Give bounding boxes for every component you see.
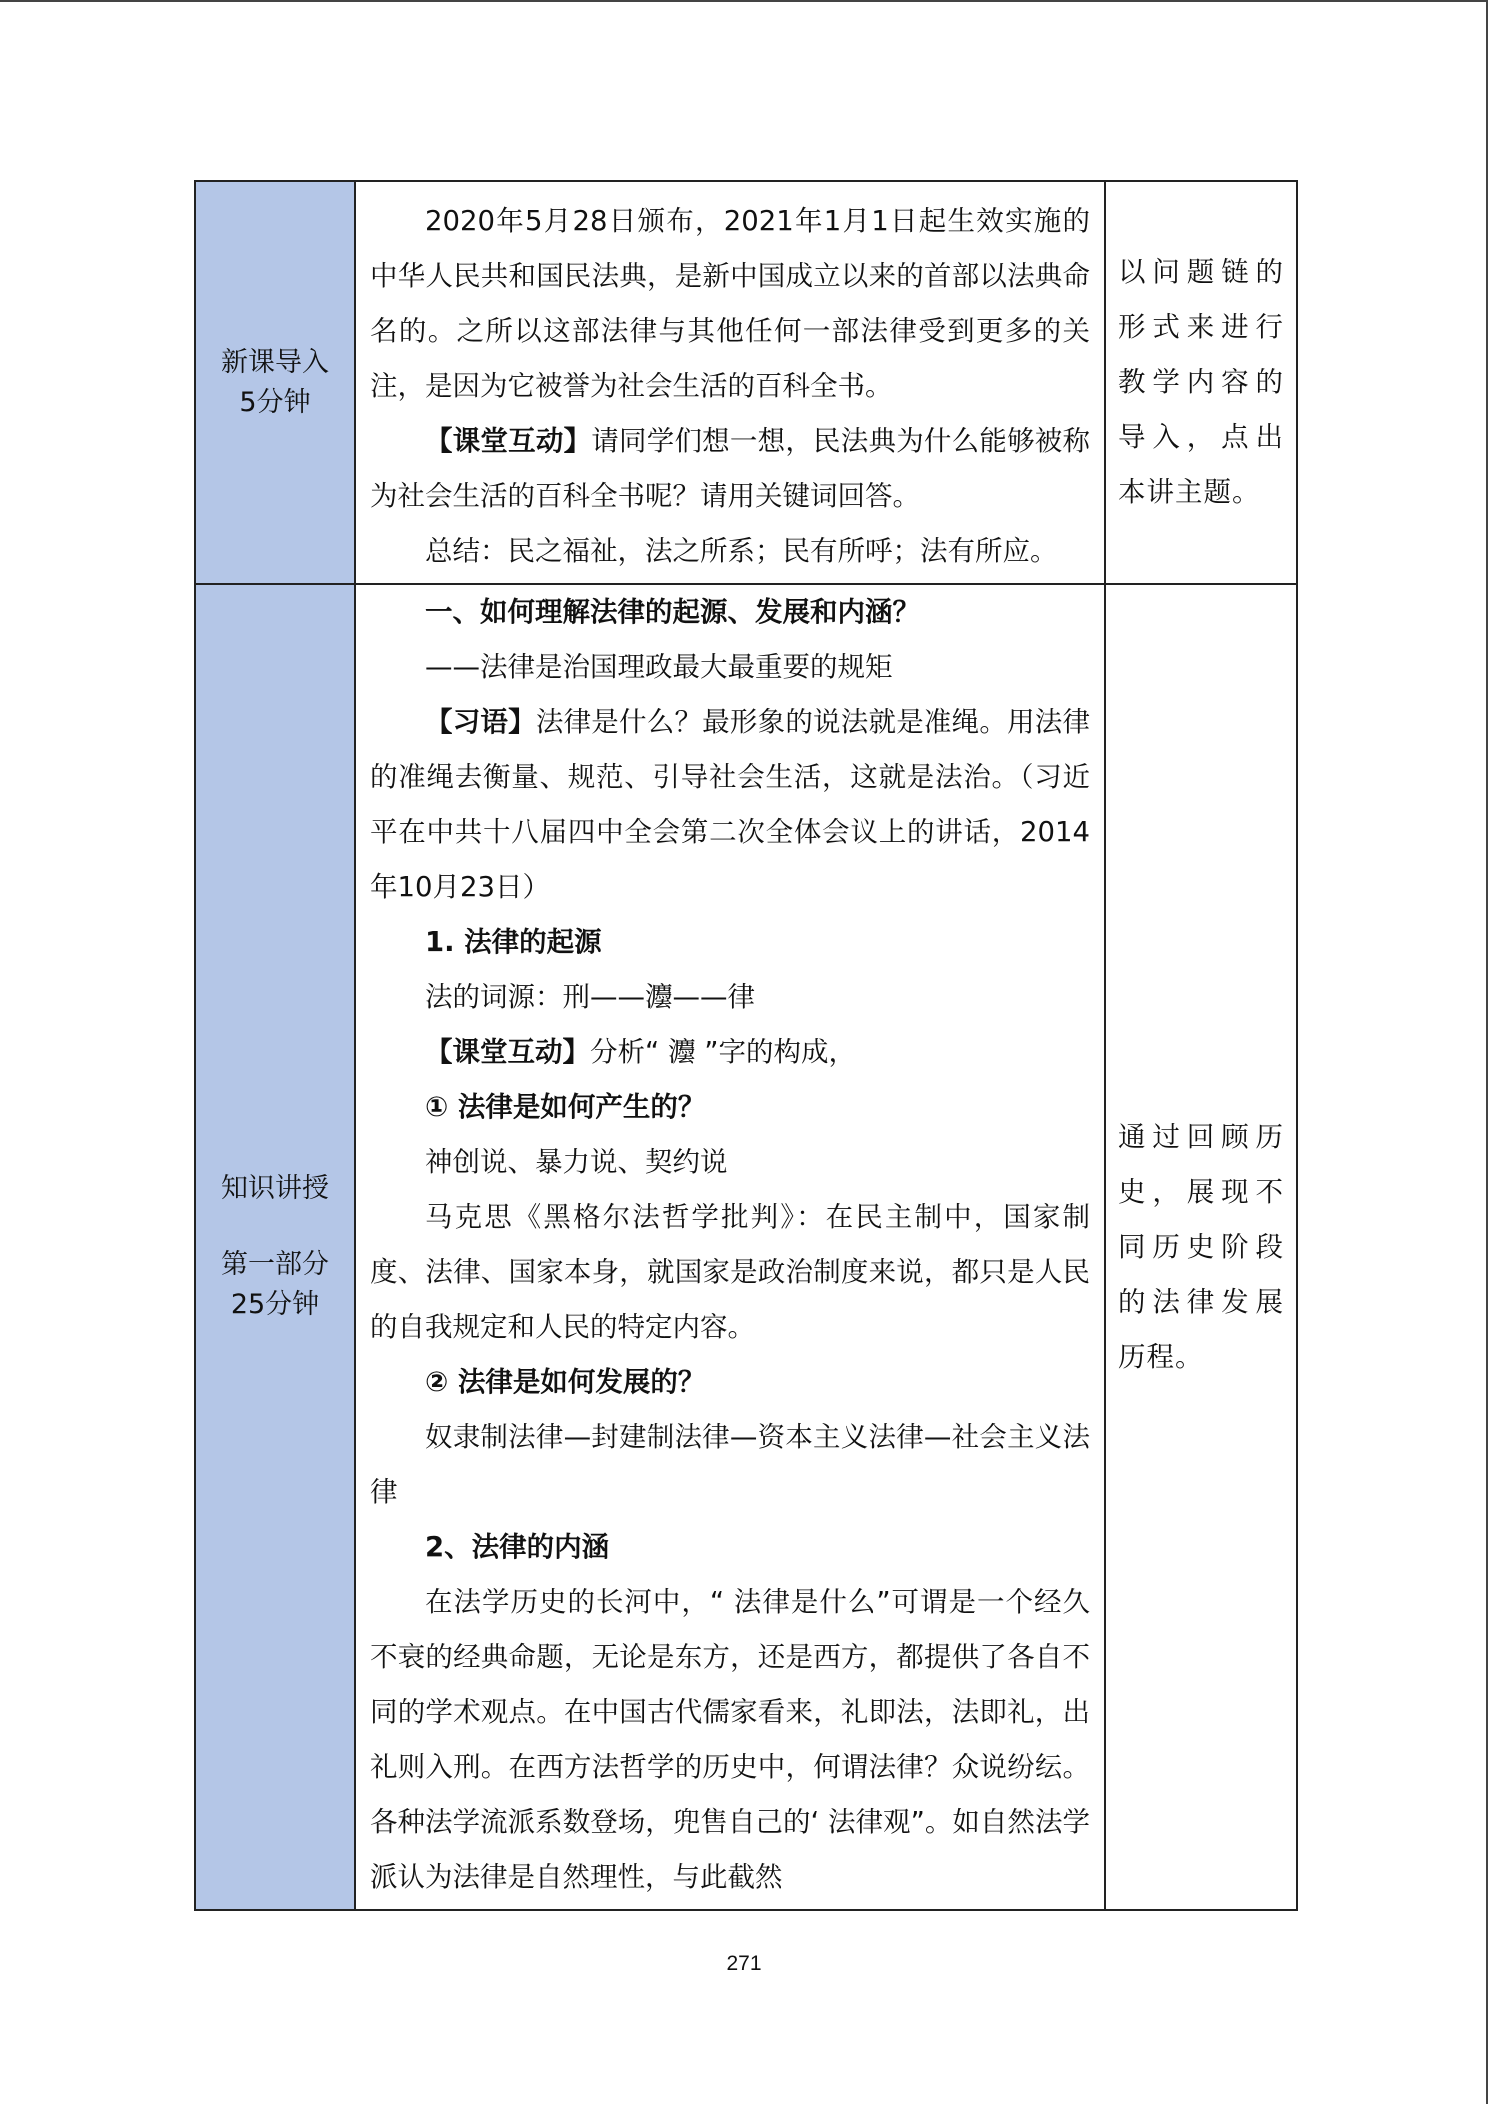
interaction-label: 【课堂互动】 [425, 1036, 590, 1068]
subsection-title: 1. 法律的起源 [425, 926, 602, 958]
lesson-plan-table [194, 180, 1298, 1911]
subsection-title: 2、法律的内涵 [425, 1531, 610, 1563]
section-heading: 一、如何理解法律的起源、发展和内涵？ [425, 596, 920, 628]
page-number: 271 [726, 1952, 762, 1975]
table-row-knowledge [195, 584, 1297, 1910]
interaction-text: 分析“ 灋 ”字的构成， [590, 1036, 856, 1068]
question-origin: ① 法律是如何产生的？ [425, 1091, 706, 1123]
note-cell-knowledge [1105, 584, 1297, 1910]
theories-text: 神创说、暴力说、契约说 [425, 1146, 728, 1178]
stages-text: 奴隶制法律—封建制法律—资本主义法律—社会主义法律 [370, 1421, 1090, 1508]
label-line: 新课导入 [221, 346, 329, 378]
row-label-intro [195, 181, 355, 584]
xiyu-label: 【习语】 [425, 706, 536, 738]
intro-paragraph: 2020年5月28日颁布，2021年1月1日起生效实施的中华人民共和国民法典，是新中国成立以来的首部以法典命名的。之所以这部法律与其他任何一部法律受到更多的关注，是因为它被誉为社会生活的百科全书。 [370, 205, 1090, 402]
note-cell-intro [1105, 181, 1297, 584]
row-label-knowledge [195, 584, 355, 1910]
content-cell-intro [355, 181, 1105, 584]
xiyu-text: 法律是什么？最形象的说法就是准绳。用法律的准绳去衡量、规范、引导社会生活，这就是法治。（习近平在中共十八届四中全会第二次全体会议上的讲话，2014年10月23日） [370, 706, 1091, 903]
connotation-text: 在法学历史的长河中，“ 法律是什么”可谓是一个经久不衰的经典命题，无论是东方，还是西方，都提供了各自不同的学术观点。在中国古代儒家看来，礼即法，法即礼，出礼则入刑。在西方法哲学的历史中，何谓法律？众说纷纭。各种法学流派系数登场，兜售自己的‘ 法律观”。如自然法学派认为法律是自然理性，与此截然 [370, 1586, 1090, 1893]
intro-summary: 总结：民之福祉，法之所系；民有所呼；法有所应。 [425, 535, 1058, 567]
label-line: 知识讲授 [221, 1173, 329, 1204]
content-cell-knowledge [355, 584, 1105, 1910]
interaction-text: 请同学们想一想，民法典为什么能够被称为社会生活的百科全书呢？请用关键词回答。 [370, 425, 1091, 512]
etymology-text: 法的词源：刑——灋——律 [425, 981, 755, 1013]
label-line: 5分钟 [239, 386, 311, 418]
page-top-border [0, 0, 1488, 2]
interaction-label: 【课堂互动】 [425, 425, 592, 457]
marx-quote: 马克思《黑格尔法哲学批判》：在民主制中，国家制度、法律、国家本身，就国家是政治制度来说，都只是人民的自我规定和人民的特定内容。 [370, 1201, 1090, 1343]
knowledge-interaction [370, 1025, 1090, 1080]
section-subtitle: ——法律是治国理政最大最重要的规矩 [425, 651, 893, 683]
xiyu-quote [370, 695, 1090, 915]
intro-interaction [370, 414, 1090, 524]
label-line: 第一部分 [221, 1249, 329, 1280]
teaching-note: 以问题链的形式来进行教学内容的导入，点出本讲主题。 [1118, 256, 1284, 508]
teaching-note: 通过回顾历史，展现不同历史阶段的法律发展历程。 [1118, 1120, 1284, 1373]
question-development: ② 法律是如何发展的？ [425, 1366, 706, 1398]
label-gap [196, 1209, 354, 1245]
table-row-intro [195, 181, 1297, 584]
label-line: 25分钟 [230, 1289, 320, 1320]
